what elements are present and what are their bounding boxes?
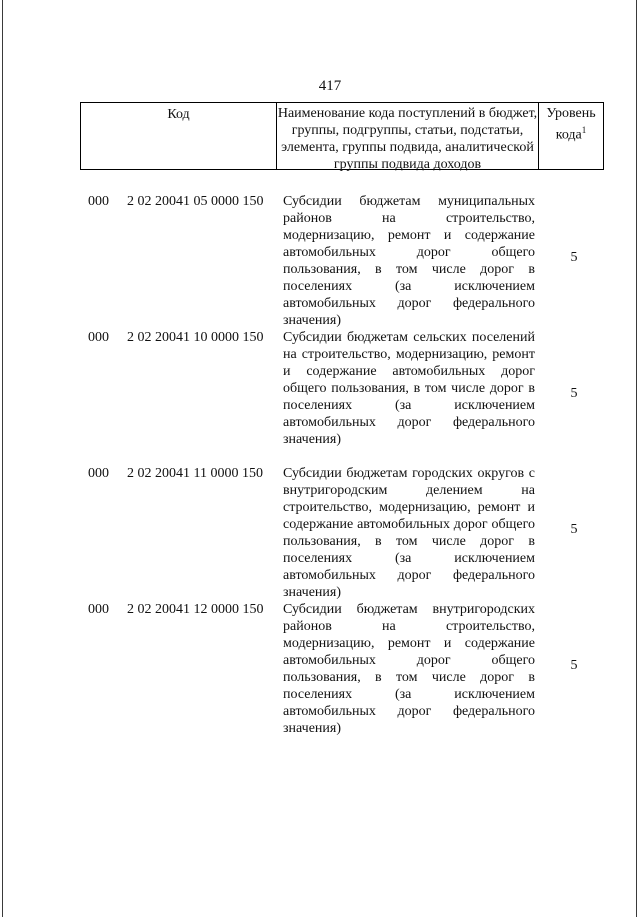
- row-code: 2 02 20041 12 0000 150: [127, 602, 264, 617]
- header-level-footnote: 1: [581, 125, 587, 135]
- row-level: 5: [570, 250, 578, 265]
- row-code: 2 02 20041 05 0000 150: [127, 194, 264, 209]
- row-level: 5: [570, 386, 578, 401]
- header-level-label: Уровень кода: [546, 106, 596, 143]
- row-level: 5: [570, 522, 578, 537]
- row-name: Субсидии бюджетам сельских поселений на строительство, модернизацию, ремонт и содержание автомобильных дорог общего пользования, в том числе дорог в поселениях (за исключением автомобильных дорог федерального значения): [283, 330, 535, 447]
- header-code: Код: [80, 103, 276, 169]
- row-code: 2 02 20041 10 0000 150: [127, 330, 264, 345]
- header-level: [538, 103, 604, 169]
- header-name: Наименование кода поступлений в бюджет, группы, подгруппы, статьи, подстатьи, элемента, группы подвида, аналитической группы подвида доходов: [276, 103, 538, 169]
- scan-edge-left: [2, 0, 3, 917]
- page-number: 417: [318, 78, 342, 94]
- scan-edge-right: [636, 0, 637, 917]
- row-name: Субсидии бюджетам городских округов с внутригородским делением на строительство, модернизацию, ремонт и содержание автомобильных дорог общего пользования, в том числе дорог в поселениях (за исключением автомобильных дорог федерального значения): [283, 466, 535, 600]
- table-header: [80, 102, 604, 170]
- row-name: Субсидии бюджетам муниципальных районов на строительство, модернизацию, ремонт и содержание автомобильных дорог общего пользования, в том числе дорог в поселениях (за исключением автомобильных дорог федерального значения): [283, 194, 535, 328]
- row-code: 2 02 20041 11 0000 150: [127, 466, 263, 481]
- row-level: 5: [570, 658, 578, 673]
- row-prefix: 000: [88, 330, 109, 345]
- row-prefix: 000: [88, 466, 109, 481]
- row-prefix: 000: [88, 602, 109, 617]
- row-name: Субсидии бюджетам внутригородских районов на строительство, модернизацию, ремонт и содержание автомобильных дорог общего пользования, в том числе дорог в поселениях (за исключением автомобильных дорог федерального значения): [283, 602, 535, 736]
- row-prefix: 000: [88, 194, 109, 209]
